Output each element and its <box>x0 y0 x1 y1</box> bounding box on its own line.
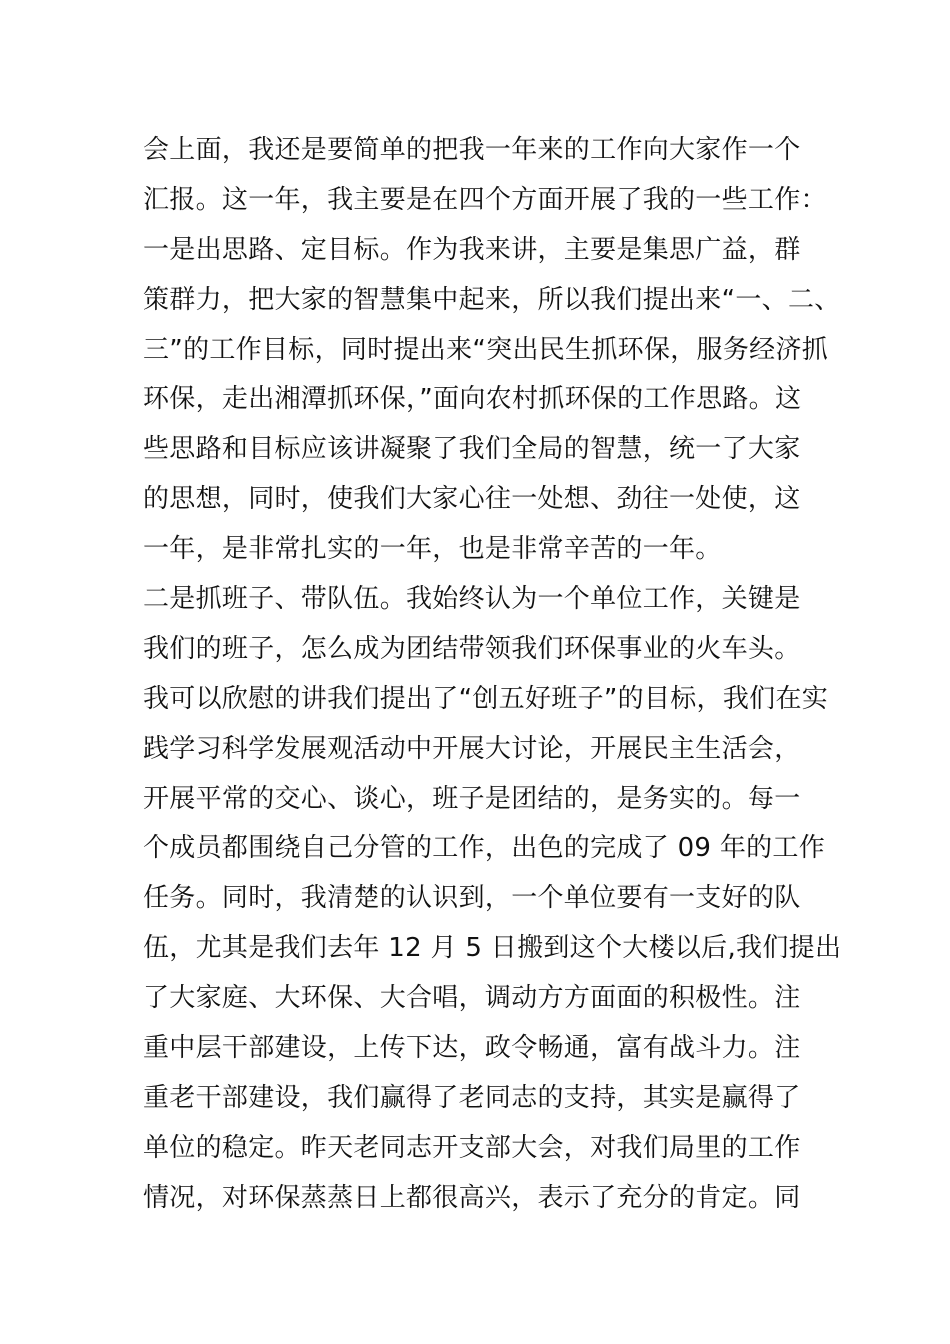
body-text <box>143 126 842 1224</box>
text-line: 一年，是非常扎实的一年，也是非常辛苦的一年。 <box>143 534 722 565</box>
text-line: 环保，走出湘潭抓环保，”面向农村抓环保的工作思路。这 <box>143 384 802 415</box>
text-line: 了大家庭、大环保、大合唱，调动方方面面的积极性。注 <box>143 983 801 1014</box>
text-line: 情况，对环保蒸蒸日上都很高兴，表示了充分的肯定。同 <box>143 1182 801 1213</box>
text-line: 开展平常的交心、谈心，班子是团结的，是务实的。每一 <box>143 783 801 814</box>
text-line: 策群力，把大家的智慧集中起来，所以我们提出来“一、二、 <box>143 284 841 315</box>
text-line: 我可以欣慰的讲我们提出了“创五好班子”的目标，我们在实 <box>143 683 829 714</box>
text-line: 的思想，同时，使我们大家心往一处想、劲往一处使，这 <box>143 484 801 515</box>
text-line: 践学习科学发展观活动中开展大讨论，开展民主生活会， <box>143 733 801 764</box>
text-line: 任务。同时，我清楚的认识到，一个单位要有一支好的队 <box>143 883 801 914</box>
text-line: 伍，尤其是我们去年 12 月 5 日搬到这个大楼以后,我们提出 <box>143 933 842 964</box>
text-line: 我们的班子，怎么成为团结带领我们环保事业的火车头。 <box>143 633 801 664</box>
text-line: 些思路和目标应该讲凝聚了我们全局的智慧，统一了大家 <box>143 434 801 465</box>
text-line: 三”的工作目标，同时提出来“突出民生抓环保，服务经济抓 <box>143 334 829 365</box>
text-line: 单位的稳定。昨天老同志开支部大会，对我们局里的工作 <box>143 1132 801 1163</box>
text-line: 会上面，我还是要简单的把我一年来的工作向大家作一个 <box>143 135 801 165</box>
text-line: 重老干部建设，我们赢得了老同志的支持，其实是赢得了 <box>143 1082 801 1113</box>
text-line: 重中层干部建设，上传下达，政令畅通，富有战斗力。注 <box>143 1033 801 1064</box>
text-line: 一是出思路、定目标。作为我来讲，主要是集思广益，群 <box>143 234 801 265</box>
text-line: 个成员都围绕自己分管的工作，出色的完成了 09 年的工作 <box>143 833 826 864</box>
text-line: 汇报。这一年，我主要是在四个方面开展了我的一些工作： <box>143 184 827 215</box>
text-line: 二是抓班子、带队伍。我始终认为一个单位工作，关键是 <box>143 584 801 615</box>
